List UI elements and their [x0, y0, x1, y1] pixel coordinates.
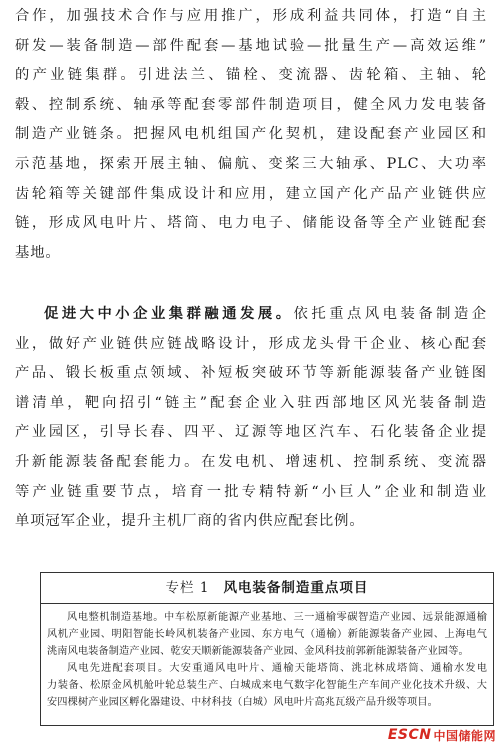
- text-line: 链，形成风电叶片、塔筒、电力电子、储能设备等全产业链配套: [15, 215, 487, 232]
- text-line: 产品、锻长板重点领域、补短板突破环节等新能源装备产业链图: [15, 365, 487, 382]
- logo-brand: ESCN: [387, 727, 432, 743]
- text-line: 升新能源装备配套能力。在发电机、增速机、控制系统、变流器: [15, 453, 487, 470]
- box-line: 风电整机制造基地。中车松原新能源产业基地、三一通榆零碳智造产业园、远景能源通榆: [67, 612, 487, 623]
- box-number: 专栏 1: [165, 580, 210, 596]
- box-title: [41, 573, 493, 604]
- box-heading: 风电装备制造重点项目: [223, 580, 369, 596]
- text-line: 毂、控制系统、轴承等配套零部件制造项目，健全风力发电装备: [15, 96, 487, 113]
- text-line: 等产业链重要节点，培育一批专精特新“小巨人”企业和制造业: [15, 483, 487, 500]
- box-line: 风电先进配套项目。大安重通风电叶片、通榆天能塔筒、洮北林成塔筒、通榆水发电: [67, 663, 487, 674]
- text-line: 业，做好产业链供应链战略设计，形成龙头骨干企业、核心配套: [15, 335, 487, 352]
- text-line: 单项冠军企业，提升主机厂商的省内供应配套比例。: [15, 513, 365, 530]
- paragraph-heading: 促进大中小企业集群融通发展。: [44, 306, 294, 322]
- text-line: 合作，加强技术合作与应用推广，形成利益共同体，打造“自主: [15, 8, 487, 24]
- box-line: 安四棵树产业园区孵化器建设、中材科技（白城）风电叶片高兆瓦级产品升级等项目。: [47, 697, 438, 708]
- text-line: 示范基地，探索开展主轴、偏航、变桨三大轴承、PLC、大功率: [15, 155, 487, 172]
- text-line: 制造产业链条。把握风电机组国产化契机，建设配套产业园区和: [15, 126, 487, 143]
- text-line: 的产业链集群。引进法兰、锚栓、变流器、齿轮箱、主轴、轮: [15, 67, 487, 84]
- box-line: 洮南风电装备制造产业园、乾安天顺新能源装备产业园、金风科技前郭新能源装备产业园等。: [47, 646, 469, 657]
- text-line: [15, 300, 487, 330]
- logo-name: 中国储能网: [433, 728, 496, 743]
- text-line: 齿轮箱等关键部件集成设计和应用，建立国产化产品产业链供应: [15, 185, 487, 202]
- box-line: 力装备、松原金风机舱叶轮总装生产、白城成来电气数字化智能生产车间产业化技术升级、大: [47, 680, 487, 691]
- escn-logo: [388, 726, 496, 744]
- text-line: 产业园区，引导长春、四平、辽源等地区汽车、石化装备企业提: [15, 424, 487, 441]
- paragraph-industry-chain: [15, 2, 487, 268]
- box-body: [47, 609, 487, 711]
- text-fragment: 依托重点风电装备制造企: [293, 306, 487, 322]
- text-line: 基地。: [15, 244, 61, 261]
- box-line: 风机产业园、明阳智能长岭风机装备产业园、东方电气（通榆）新能源装备产业园、上海电气: [47, 629, 487, 640]
- text-line: 谱清单，靶向招引“链主”配套企业入驻西部地区风光装备制造: [15, 394, 487, 411]
- paragraph-cluster-development: [15, 300, 487, 537]
- sidebar-box-key-projects: [40, 572, 494, 726]
- text-line: 研发—装备制造—部件配套—基地试验—批量生产—高效运维”: [15, 37, 487, 54]
